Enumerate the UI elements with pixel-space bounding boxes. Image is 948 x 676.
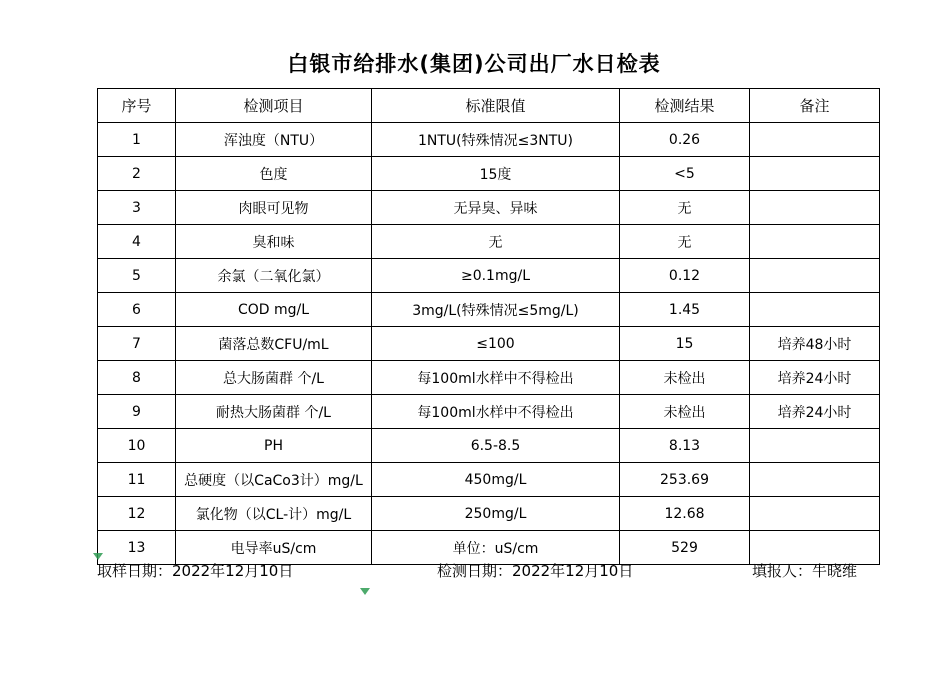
cell-result: 0.26 (620, 123, 750, 157)
table-header-row (98, 89, 880, 123)
column-header-index: 序号 (98, 89, 176, 123)
cell-index: 6 (98, 293, 176, 327)
footer (97, 560, 887, 586)
cell-remark (750, 259, 880, 293)
cell-item: 总硬度（以CaCo3计）mg/L (176, 463, 372, 497)
page-title: 白银市给排水(集团)公司出厂水日检表 (287, 52, 661, 76)
cell-remark (750, 123, 880, 157)
cell-result: 1.45 (620, 293, 750, 327)
cell-index: 9 (98, 395, 176, 429)
table-row (98, 225, 880, 259)
cell-remark: 培养48小时 (750, 327, 880, 361)
cell-remark (750, 497, 880, 531)
cell-standard: 450mg/L (372, 463, 620, 497)
table-row (98, 123, 880, 157)
cell-standard: 15度 (372, 157, 620, 191)
cell-result: 12.68 (620, 497, 750, 531)
table-row (98, 429, 880, 463)
cell-standard: 3mg/L(特殊情况≤5mg/L) (372, 293, 620, 327)
cell-index: 13 (98, 531, 176, 565)
cell-item: 余氯（二氧化氯） (176, 259, 372, 293)
cell-remark (750, 191, 880, 225)
test-date-label: 检测日期：2022年12月10日 (437, 562, 634, 580)
inspection-table (97, 88, 880, 565)
cell-standard: 单位：uS/cm (372, 531, 620, 565)
cell-remark (750, 157, 880, 191)
cell-index: 8 (98, 361, 176, 395)
cell-remark: 培养24小时 (750, 395, 880, 429)
cell-result: 529 (620, 531, 750, 565)
cell-result: 无 (620, 225, 750, 259)
cell-index: 3 (98, 191, 176, 225)
table-row (98, 293, 880, 327)
column-header-item: 检测项目 (176, 89, 372, 123)
cell-result: 253.69 (620, 463, 750, 497)
table-row (98, 463, 880, 497)
cell-index: 2 (98, 157, 176, 191)
cell-result: 15 (620, 327, 750, 361)
column-header-remark: 备注 (750, 89, 880, 123)
cell-index: 12 (98, 497, 176, 531)
cell-standard: 无异臭、异味 (372, 191, 620, 225)
cell-result: 0.12 (620, 259, 750, 293)
cell-standard: 每100ml水样中不得检出 (372, 395, 620, 429)
column-header-standard: 标准限值 (372, 89, 620, 123)
cell-remark (750, 463, 880, 497)
cell-item: 肉眼可见物 (176, 191, 372, 225)
reporter-label: 填报人：牛晓维 (752, 562, 858, 580)
cell-index: 7 (98, 327, 176, 361)
cell-index: 4 (98, 225, 176, 259)
cell-item: 电导率uS/cm (176, 531, 372, 565)
cell-item: 耐热大肠菌群 个/L (176, 395, 372, 429)
cell-remark (750, 225, 880, 259)
cell-standard: 无 (372, 225, 620, 259)
table-row (98, 497, 880, 531)
cell-remark (750, 293, 880, 327)
table-row (98, 361, 880, 395)
table-row (98, 157, 880, 191)
cell-item: 臭和味 (176, 225, 372, 259)
cell-remark (750, 429, 880, 463)
cell-result: 未检出 (620, 361, 750, 395)
cell-index: 11 (98, 463, 176, 497)
cell-item: COD mg/L (176, 293, 372, 327)
cell-standard: 每100ml水样中不得检出 (372, 361, 620, 395)
cell-index: 5 (98, 259, 176, 293)
table-row (98, 191, 880, 225)
cell-standard: 250mg/L (372, 497, 620, 531)
sample-date-label: 取样日期：2022年12月10日 (97, 562, 294, 580)
cell-item: PH (176, 429, 372, 463)
cell-result: 8.13 (620, 429, 750, 463)
cell-standard: ≥0.1mg/L (372, 259, 620, 293)
table-row (98, 395, 880, 429)
column-header-result: 检测结果 (620, 89, 750, 123)
sheet-corner-mark (93, 553, 103, 560)
cell-result: <5 (620, 157, 750, 191)
cell-item: 菌落总数CFU/mL (176, 327, 372, 361)
cell-item: 浑浊度（NTU） (176, 123, 372, 157)
cell-standard: 1NTU(特殊情况≤3NTU) (372, 123, 620, 157)
cell-standard: ≤100 (372, 327, 620, 361)
cell-remark: 培养24小时 (750, 361, 880, 395)
cell-index: 1 (98, 123, 176, 157)
cell-item: 氯化物（以CL-计）mg/L (176, 497, 372, 531)
table-row (98, 259, 880, 293)
sheet-corner-mark (360, 588, 370, 595)
table-row (98, 327, 880, 361)
cell-standard: 6.5-8.5 (372, 429, 620, 463)
cell-item: 色度 (176, 157, 372, 191)
cell-result: 无 (620, 191, 750, 225)
cell-item: 总大肠菌群 个/L (176, 361, 372, 395)
cell-index: 10 (98, 429, 176, 463)
cell-result: 未检出 (620, 395, 750, 429)
